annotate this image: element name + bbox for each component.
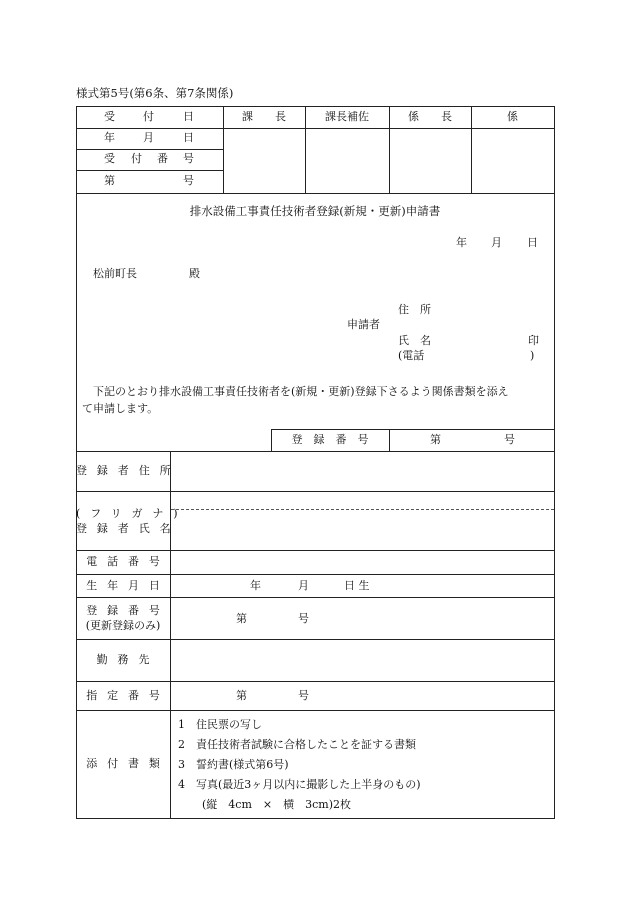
designate-go: 号 [298, 689, 309, 702]
label-regno: 登録番号 [86, 604, 170, 617]
office-date-day: 日 [183, 131, 194, 144]
header-staff: 係 [507, 110, 518, 123]
office-receipt-no-3: 番 [157, 152, 168, 165]
row-line-dob [76, 597, 554, 598]
office-go: 号 [183, 174, 194, 187]
label-designation-no: 指定番号 [86, 689, 170, 702]
document-title: 排水設備工事責任技術者登録(新規・更新)申請書 [189, 204, 441, 218]
row-line-regno [76, 639, 554, 640]
reg-strip-mid [389, 429, 390, 451]
office-receipt-no-2: 付 [131, 152, 142, 165]
attachment-item: 1 住民票の写し [178, 718, 262, 731]
label-dob: 生年月日 [86, 579, 170, 592]
office-receipt-no-1: 受 [104, 152, 115, 165]
dob-year: 年 [250, 579, 261, 592]
office-bottom-line [76, 193, 554, 194]
attachment-item: 3 誓約書(様式第6号) [178, 758, 289, 771]
label-attachments: 添付書類 [86, 757, 170, 770]
label-workplace: 勤務先 [96, 653, 160, 666]
app-date-year: 年 [456, 236, 467, 249]
body-text-line1: 下記のとおり排水設備工事責任技術者を(新規・更新)登録下さるよう関係書類を添え [93, 385, 509, 398]
regno-go: 号 [298, 612, 309, 625]
row-line-address [76, 491, 554, 492]
applicant-label: 申請者 [347, 318, 380, 331]
dob-month: 月 [298, 579, 309, 592]
honorific: 殿 [189, 267, 200, 280]
applicant-tel-close: ) [530, 349, 535, 362]
dob-day-born: 日 生 [344, 579, 370, 592]
office-receipt-day-3: 日 [183, 110, 194, 123]
row-line-work [76, 681, 554, 682]
attachment-item: 4 写真(最近3ヶ月以内に撮影した上半身のもの) [178, 778, 421, 791]
applicant-name-label: 氏 名 [398, 334, 431, 347]
applicant-tel-label: (電話 [398, 349, 425, 362]
body-text-line2: て申請します。 [82, 402, 159, 415]
office-dai: 第 [104, 174, 115, 187]
attachment-photo-size: (縦 4cm × 横 3cm)2枚 [202, 798, 351, 811]
table-top [76, 451, 554, 452]
designate-dai: 第 [236, 689, 247, 702]
office-date-month: 月 [143, 131, 154, 144]
label-registrant-address: 登録者住所 [76, 464, 181, 477]
row-line-name [76, 550, 554, 551]
office-receipt-day-2: 付 [143, 110, 154, 123]
furigana-dashed-line [171, 509, 554, 510]
reg-number-label: 登 録 番 号 [291, 433, 369, 446]
office-line-2 [76, 149, 223, 150]
office-receipt-no-4: 号 [183, 152, 194, 165]
frame-top [76, 106, 554, 107]
form-id: 様式第5号(第6条、第7条関係) [76, 86, 234, 100]
frame-right [554, 106, 555, 819]
label-registrant-name: 登録者氏名 [76, 522, 181, 535]
applicant-address-label: 住 所 [398, 303, 431, 316]
regno-dai: 第 [236, 612, 247, 625]
office-receipt-day-1: 受 [104, 110, 115, 123]
label-furigana: (フリガナ) [76, 507, 188, 520]
label-phone: 電話番号 [86, 555, 170, 568]
app-date-month: 月 [491, 236, 502, 249]
app-date-day: 日 [527, 236, 538, 249]
reg-number-go: 号 [504, 433, 515, 446]
reg-number-dai: 第 [430, 433, 441, 446]
label-regno-note: (更新登録のみ) [85, 619, 161, 632]
reg-strip-top [271, 429, 554, 430]
header-sub-chief: 係 長 [408, 110, 452, 123]
frame-bottom [76, 818, 554, 819]
row-line-designate [76, 710, 554, 711]
attachment-item: 2 責任技術者試験に合格したことを証する書類 [178, 738, 416, 751]
row-line-phone [76, 574, 554, 575]
seal-mark: 印 [528, 334, 539, 347]
office-date-year: 年 [104, 131, 115, 144]
office-line-3 [76, 170, 223, 171]
office-header-line [76, 128, 554, 129]
header-section-chief: 課 長 [242, 110, 286, 123]
header-deputy-chief: 課長補佐 [325, 110, 369, 123]
addressee: 松前町長 [93, 267, 137, 280]
